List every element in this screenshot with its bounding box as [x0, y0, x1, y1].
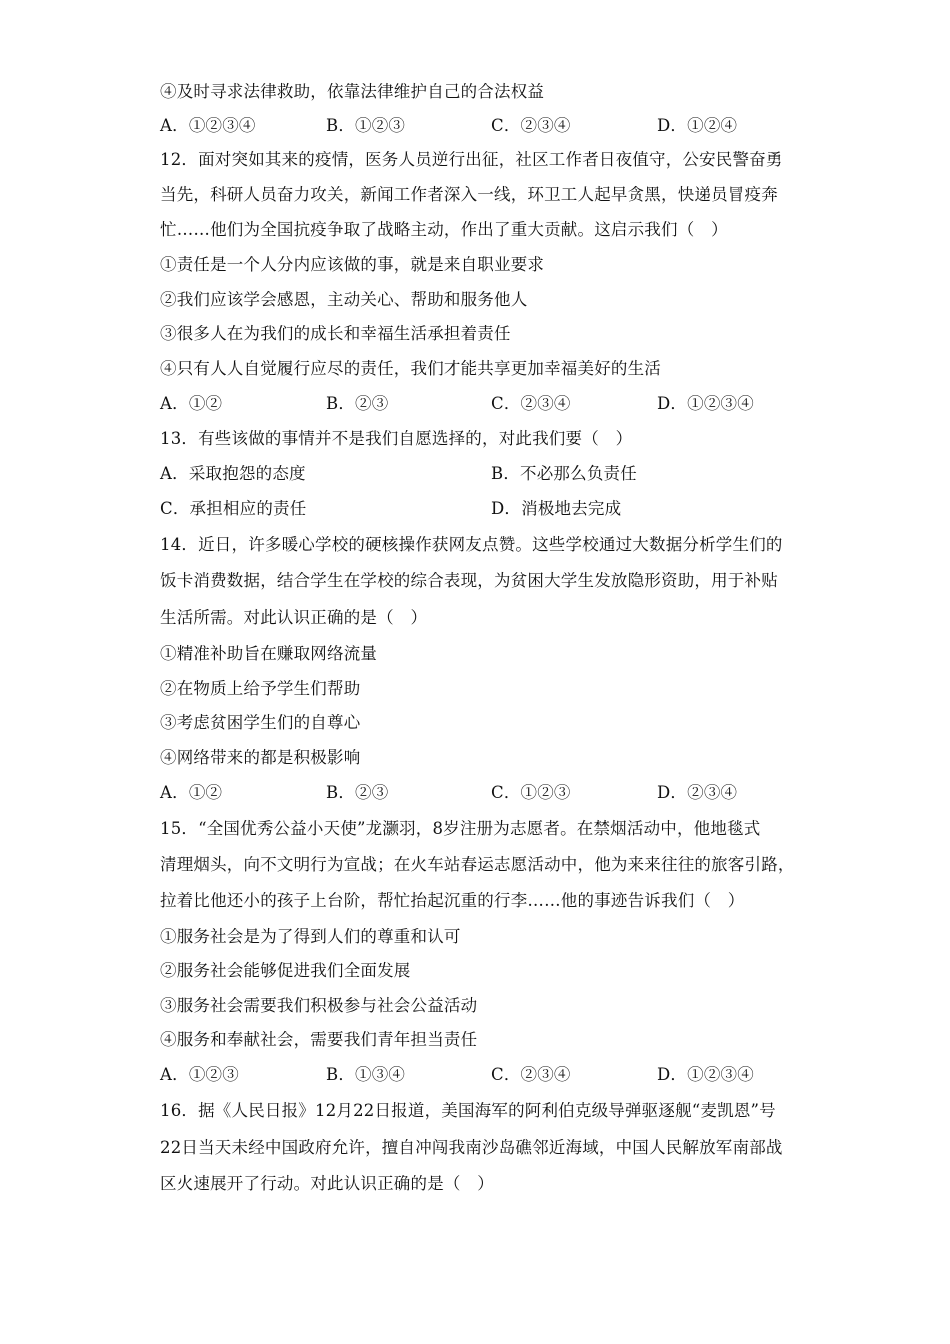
q16-stem-line-3: 区火速展开了行动。对此认识正确的是（ ） — [160, 1174, 494, 1193]
q15-stem-line-1: 15．“全国优秀公益小天使”龙灏羽，8岁注册为志愿者。在禁烟活动中，他地毯式 — [160, 819, 761, 838]
q15-option-a: A．①②③ — [160, 1065, 239, 1084]
q14-statement-3: ③考虑贫困学生们的自尊心 — [160, 713, 361, 732]
q14-statement-4: ④网络带来的都是积极影响 — [160, 748, 361, 767]
q13-option-d: D．消极地去完成 — [491, 499, 622, 518]
q12-statement-4: ④只有人人自觉履行应尽的责任，我们才能共享更加幸福美好的生活 — [160, 359, 661, 378]
q14-stem-line-3: 生活所需。对此认识正确的是（ ） — [160, 608, 428, 627]
q13-option-b: B．不必那么负责任 — [491, 464, 637, 483]
q12-statement-2: ②我们应该学会感恩，主动关心、帮助和服务他人 — [160, 290, 528, 309]
q13-option-c: C．承担相应的责任 — [160, 499, 307, 518]
q14-option-b: B．②③ — [326, 783, 389, 802]
q15-stem-line-3: 拉着比他还小的孩子上台阶，帮忙抬起沉重的行李……他的事迹告诉我们（ ） — [160, 891, 745, 910]
q15-statement-2: ②服务社会能够促进我们全面发展 — [160, 961, 411, 980]
q14-stem-line-1: 14．近日，许多暖心学校的硬核操作获网友点赞。这些学校通过大数据分析学生们的 — [160, 535, 783, 554]
q16-stem-line-2: 22日当天未经中国政府允许，擅自冲闯我南沙岛礁邻近海域，中国人民解放军南部战 — [160, 1138, 783, 1157]
q12-statement-1: ①责任是一个人分内应该做的事，就是来自职业要求 — [160, 255, 545, 274]
q12-option-d: D．①②③④ — [657, 394, 754, 413]
q12-stem-line-1: 12．面对突如其来的疫情，医务人员逆行出征，社区工作者日夜值守，公安民警奋勇 — [160, 150, 783, 169]
q14-option-a: A．①② — [160, 783, 223, 802]
q15-statement-4: ④服务和奉献社会，需要我们青年担当责任 — [160, 1030, 478, 1049]
q12-stem-line-3: 忙……他们为全国抗疫争取了战略主动，作出了重大贡献。这启示我们（ ） — [160, 220, 728, 239]
q15-option-c: C．②③④ — [491, 1065, 571, 1084]
q14-option-c: C．①②③ — [491, 783, 571, 802]
q13-option-a: A．采取抱怨的态度 — [160, 464, 306, 483]
q15-stem-line-2: 清理烟头，向不文明行为宣战；在火车站春运志愿活动中，他为来来往往的旅客引路， — [160, 855, 795, 874]
q12-option-c: C．②③④ — [491, 394, 571, 413]
q14-statement-1: ①精准补助旨在赚取网络流量 — [160, 644, 378, 663]
q15-statement-3: ③服务社会需要我们积极参与社会公益活动 — [160, 996, 478, 1015]
q11-option-c: C．②③④ — [491, 116, 571, 135]
q14-statement-2: ②在物质上给予学生们帮助 — [160, 679, 361, 698]
q15-option-d: D．①②③④ — [657, 1065, 754, 1084]
q11-option-a: A．①②③④ — [160, 116, 256, 135]
q13-stem: 13．有些该做的事情并不是我们自愿选择的，对此我们要（ ） — [160, 429, 633, 448]
q12-stem-line-2: 当先，科研人员奋力攻关，新闻工作者深入一线，环卫工人起早贪黑，快递员冒疫奔 — [160, 185, 778, 204]
q16-stem-line-1: 16．据《人民日报》12月22日报道，美国海军的阿利伯克级导弹驱逐舰“麦凯恩”号 — [160, 1101, 776, 1120]
q11-statement-4: ④及时寻求法律救助，依靠法律维护自己的合法权益 — [160, 82, 545, 101]
q14-stem-line-2: 饭卡消费数据，结合学生在学校的综合表现，为贫困大学生发放隐形资助，用于补贴 — [160, 571, 778, 590]
q11-option-b: B．①②③ — [326, 116, 406, 135]
q15-option-b: B．①③④ — [326, 1065, 406, 1084]
q14-option-d: D．②③④ — [657, 783, 738, 802]
q12-option-b: B．②③ — [326, 394, 389, 413]
q12-option-a: A．①② — [160, 394, 223, 413]
q15-statement-1: ①服务社会是为了得到人们的尊重和认可 — [160, 927, 461, 946]
q11-option-d: D．①②④ — [657, 116, 738, 135]
q12-statement-3: ③很多人在为我们的成长和幸福生活承担着责任 — [160, 324, 511, 343]
